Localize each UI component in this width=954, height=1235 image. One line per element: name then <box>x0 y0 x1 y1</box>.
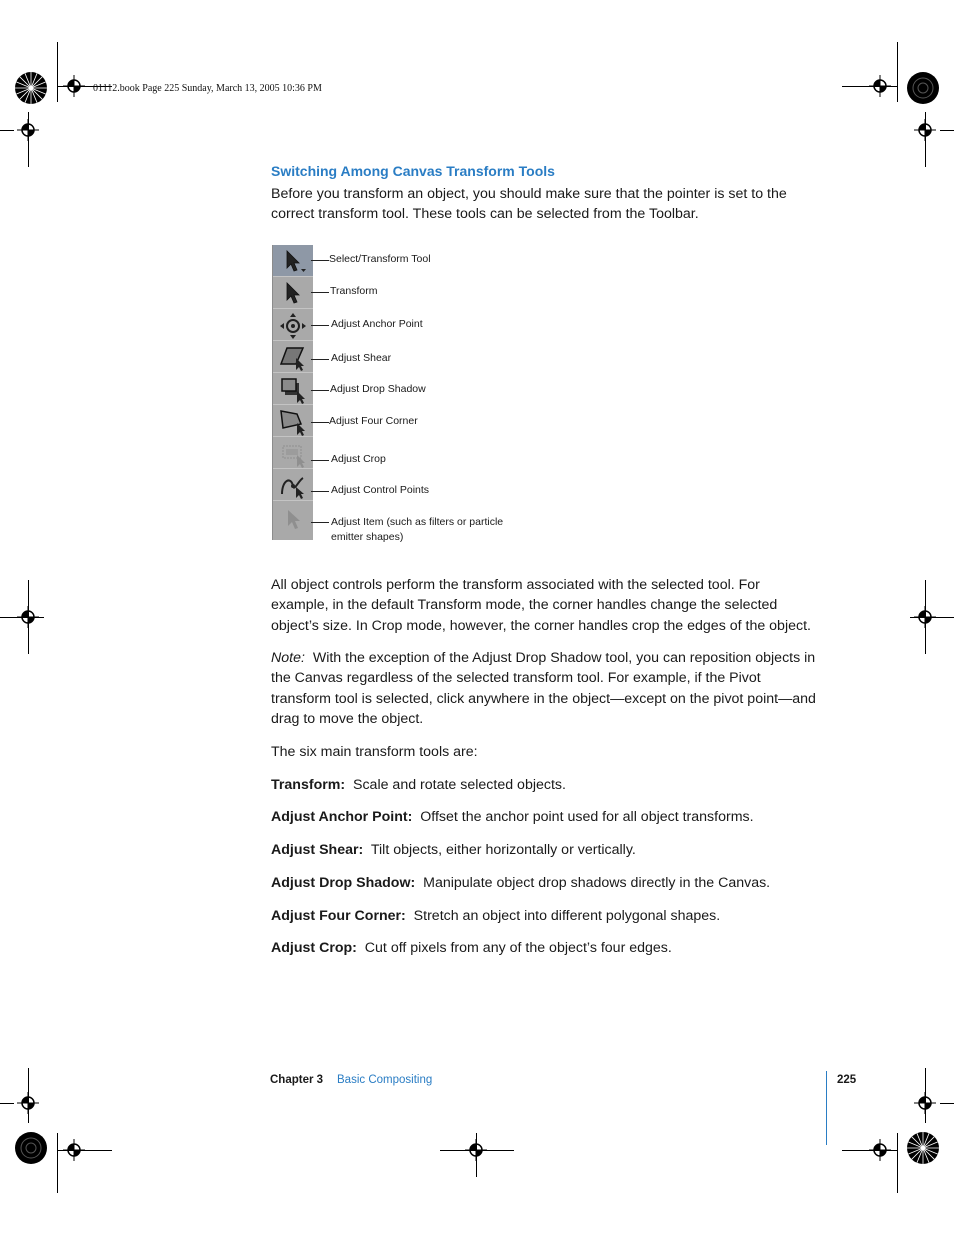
definition-term: Adjust Four Corner: <box>271 908 406 924</box>
adjust-item-icon <box>279 504 307 532</box>
registration-mark-icon <box>914 119 936 141</box>
registration-mark-icon <box>869 75 891 97</box>
definition-term: Adjust Drop Shadow: <box>271 875 416 891</box>
tool-label-adjust-crop: Adjust Crop <box>331 453 386 465</box>
definition-desc: Tilt objects, either horizontally or vertically. <box>370 842 636 858</box>
tool-label-adjust-control-points: Adjust Control Points <box>331 484 430 496</box>
note-label: Note: <box>271 650 305 666</box>
tool-label-transform: Transform <box>330 285 378 297</box>
callout-line <box>311 460 329 461</box>
section-title: Switching Among Canvas Transform Tools <box>271 163 555 179</box>
callout-line <box>311 491 329 492</box>
definition-desc: Cut off pixels from any of the object’s four edges. <box>364 940 672 956</box>
callout-line <box>311 292 329 293</box>
definition-desc: Scale and rotate selected objects. <box>353 777 566 793</box>
definition-adjust-shear <box>271 840 831 860</box>
registration-mark-icon <box>63 75 85 97</box>
definition-adjust-four-corner <box>271 906 831 926</box>
tool-adjust-crop[interactable] <box>273 437 313 469</box>
callout-line <box>311 522 329 523</box>
definition-term: Adjust Crop: <box>271 940 357 956</box>
tool-adjust-shear[interactable] <box>273 341 313 373</box>
shear-icon <box>279 344 307 372</box>
tool-select-transform[interactable] <box>273 245 313 277</box>
intro-paragraph: Before you transform an object, you should make sure that the pointer is set to the correct transform tool. These tools can be selected from the Toolbar. <box>271 186 787 223</box>
registration-mark-icon <box>17 119 39 141</box>
note-paragraph <box>271 648 816 730</box>
starburst-mark-icon <box>14 1131 48 1165</box>
six-tools-intro: The six main transform tools are: <box>271 744 478 760</box>
registration-mark-icon <box>63 1139 85 1161</box>
tool-label-adjust-shear: Adjust Shear <box>331 352 392 364</box>
definition-adjust-anchor-point <box>271 807 831 827</box>
tool-label-adjust-item: Adjust Item (such as filters or particle <box>331 516 504 528</box>
definition-term: Transform: <box>271 777 346 793</box>
paragraph-object-controls: All object controls perform the transform associated with the selected tool. For example, in the default Transform mode, the corner handles change the selected object’s size. In Crop mode, however, the corner handles crop the edges of the object. <box>271 577 811 634</box>
tool-label-adjust-item-cont: emitter shapes) <box>331 531 404 543</box>
tool-label-select-transform: Select/Transform Tool <box>329 253 431 265</box>
tool-adjust-item[interactable] <box>273 501 313 540</box>
tool-adjust-drop-shadow[interactable] <box>273 373 313 405</box>
definition-term: Adjust Shear: <box>271 842 364 858</box>
tool-transform[interactable] <box>273 277 313 309</box>
tool-adjust-control-points[interactable] <box>273 469 313 501</box>
four-corner-icon <box>279 408 307 436</box>
registration-mark-icon <box>17 1092 39 1114</box>
registration-mark-icon <box>869 1139 891 1161</box>
callout-line <box>311 422 329 423</box>
note-text: With the exception of the Adjust Drop Shadow tool, you can reposition objects in the Canvas regardless of the selected transform tool. For example, if the Pivot transform tool is selected, click anywhere in the object—except on the pivot point—and drag to move the object. <box>271 650 816 728</box>
footer-chapter: Chapter 3 <box>270 1074 324 1086</box>
footer-chapter-title: Basic Compositing <box>337 1074 433 1086</box>
tool-adjust-four-corner[interactable] <box>273 405 313 437</box>
starburst-mark-icon <box>14 71 48 105</box>
definition-term: Adjust Anchor Point: <box>271 809 413 825</box>
definition-transform <box>271 775 831 795</box>
drop-shadow-icon <box>279 376 307 404</box>
arrow-pointer-icon <box>279 280 307 306</box>
crop-icon <box>279 440 307 468</box>
page-number: 225 <box>837 1074 857 1086</box>
definition-desc: Offset the anchor point used for all object transforms. <box>420 809 754 825</box>
control-points-icon <box>279 472 307 500</box>
registration-mark-icon <box>914 1092 936 1114</box>
anchor-point-icon <box>279 312 307 340</box>
registration-mark-icon <box>17 606 39 628</box>
transform-toolbar <box>272 245 313 540</box>
starburst-mark-icon <box>906 71 940 105</box>
select-transform-icon <box>279 248 307 274</box>
registration-mark-icon <box>914 606 936 628</box>
callout-line <box>311 359 329 360</box>
tool-label-adjust-drop-shadow: Adjust Drop Shadow <box>330 383 426 395</box>
footer-rule <box>826 1071 827 1145</box>
starburst-mark-icon <box>906 1131 940 1165</box>
callout-line <box>311 325 329 326</box>
callout-line <box>311 260 329 261</box>
tool-adjust-anchor-point[interactable] <box>273 309 313 341</box>
registration-mark-icon <box>465 1139 487 1161</box>
definition-adjust-drop-shadow <box>271 873 831 893</box>
print-header: 01112.book Page 225 Sunday, March 13, 2005 10:36 PM <box>93 83 322 94</box>
tool-label-adjust-anchor-point: Adjust Anchor Point <box>331 318 423 330</box>
definition-desc: Stretch an object into different polygonal shapes. <box>413 908 721 924</box>
tool-label-adjust-four-corner: Adjust Four Corner <box>329 415 418 427</box>
definition-desc: Manipulate object drop shadows directly in the Canvas. <box>423 875 771 891</box>
definition-adjust-crop <box>271 938 831 958</box>
callout-line <box>311 390 329 391</box>
